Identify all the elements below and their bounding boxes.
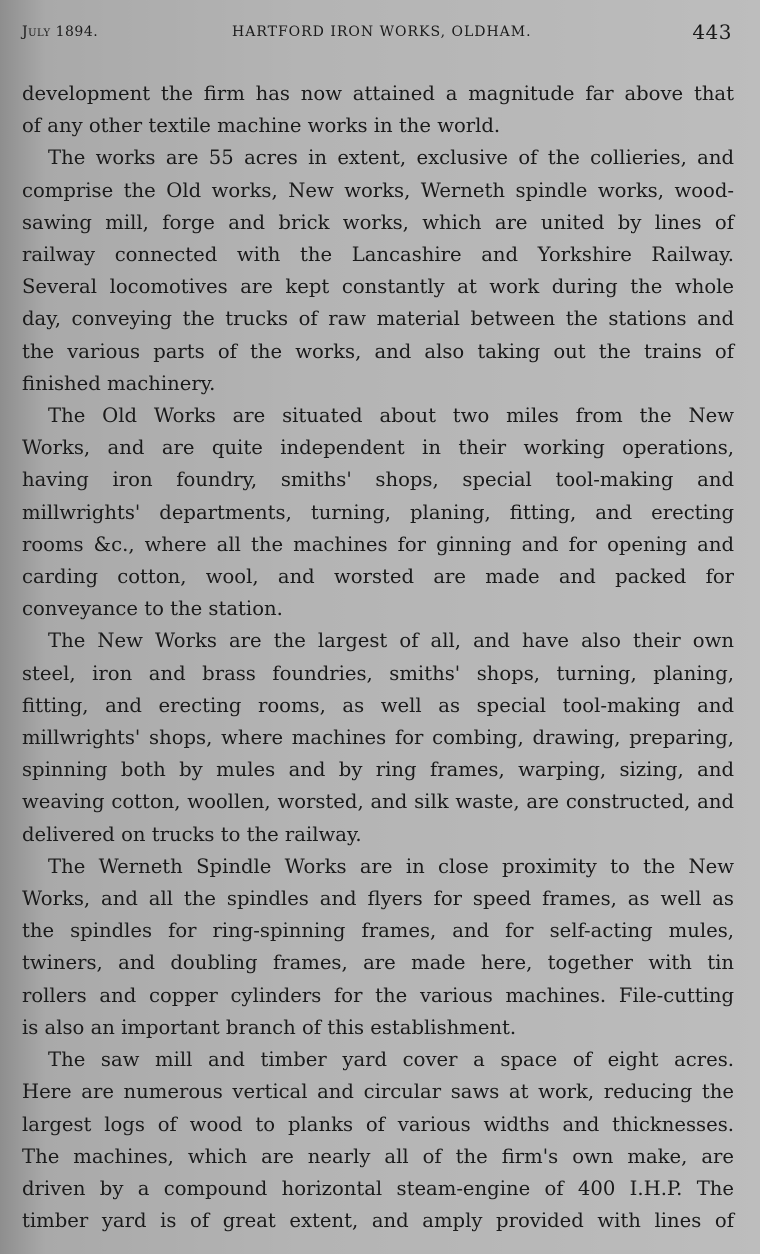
text-line: is also an important branch of this establishment. (22, 1015, 517, 1039)
text-line: railway connected with the Lancashire and Yorkshire Railway. (22, 243, 734, 267)
text-line: steel, iron and brass foundries, smiths' shops, turning, planing, (22, 661, 734, 685)
running-head (22, 20, 732, 48)
text-line: The saw mill and timber yard cover a space of eight acres. (48, 1048, 734, 1072)
text-line: The works are 55 acres in extent, exclusive of the collieries, and (48, 146, 734, 170)
text-line: the various parts of the works, and also taking out the trains of (22, 339, 734, 363)
paragraph (22, 400, 734, 625)
text-line: conveyance to the station. (22, 597, 283, 621)
text-line: The New Works are the largest of all, and have also their own (48, 629, 734, 653)
text-line: comprise the Old works, New works, Werneth spindle works, wood- (22, 178, 734, 202)
text-line: the spindles for ring-spinning frames, and for self-acting mules, (22, 919, 734, 943)
page-number: 443 (692, 20, 732, 44)
text-line: finished machinery. (22, 371, 216, 395)
text-line: The Old Works are situated about two miles from the New (48, 404, 734, 428)
text-line: rollers and copper cylinders for the various machines. File-cutting (22, 983, 734, 1007)
text-line: carding cotton, wool, and worsted are made and packed for (22, 565, 734, 589)
text-line: driven by a compound horizontal steam-engine of 400 I.H.P. The (22, 1176, 734, 1200)
text-line: rooms &c., where all the machines for ginning and for opening and (22, 532, 734, 556)
paragraph (22, 851, 734, 1044)
text-line: twiners, and doubling frames, are made here, together with tin (22, 951, 734, 975)
paragraph (22, 1044, 734, 1237)
paragraph (22, 142, 734, 400)
text-line: Several locomotives are kept constantly at work during the whole (22, 275, 734, 299)
text-line: Works, and are quite independent in their working operations, (22, 436, 734, 460)
text-line: having iron foundry, smiths' shops, special tool-making and (22, 468, 734, 492)
header-title: HARTFORD IRON WORKS, OLDHAM. (232, 24, 532, 40)
text-line: The machines, which are nearly all of the firm's own make, are (22, 1144, 734, 1168)
text-line: delivered on trucks to the railway. (22, 822, 362, 846)
body-text (22, 78, 734, 1237)
text-line: millwrights' departments, turning, planing, fitting, and erecting (22, 500, 734, 524)
text-line: millwrights' shops, where machines for combing, drawing, preparing, (22, 726, 734, 750)
text-line: fitting, and erecting rooms, as well as special tool-making and (22, 693, 734, 717)
text-line: sawing mill, forge and brick works, which are united by lines of (22, 210, 734, 234)
header-date: July 1894. (22, 24, 99, 40)
text-line: of any other textile machine works in the world. (22, 114, 501, 138)
paragraph (22, 78, 734, 142)
text-line: Works, and all the spindles and flyers for speed frames, as well as (22, 887, 734, 911)
text-line: weaving cotton, woollen, worsted, and silk waste, are constructed, and (22, 790, 734, 814)
text-line: Here are numerous vertical and circular saws at work, reducing the (22, 1080, 734, 1104)
text-line: day, conveying the trucks of raw material between the stations and (22, 307, 734, 331)
text-line: development the firm has now attained a magnitude far above that (22, 82, 734, 105)
text-line: timber yard is of great extent, and amply provided with lines of (22, 1209, 734, 1233)
text-line: The Werneth Spindle Works are in close proximity to the New (48, 854, 734, 878)
text-line: largest logs of wood to planks of various widths and thicknesses. (22, 1112, 734, 1136)
paragraph (22, 625, 734, 850)
text-line: spinning both by mules and by ring frames, warping, sizing, and (22, 758, 734, 782)
